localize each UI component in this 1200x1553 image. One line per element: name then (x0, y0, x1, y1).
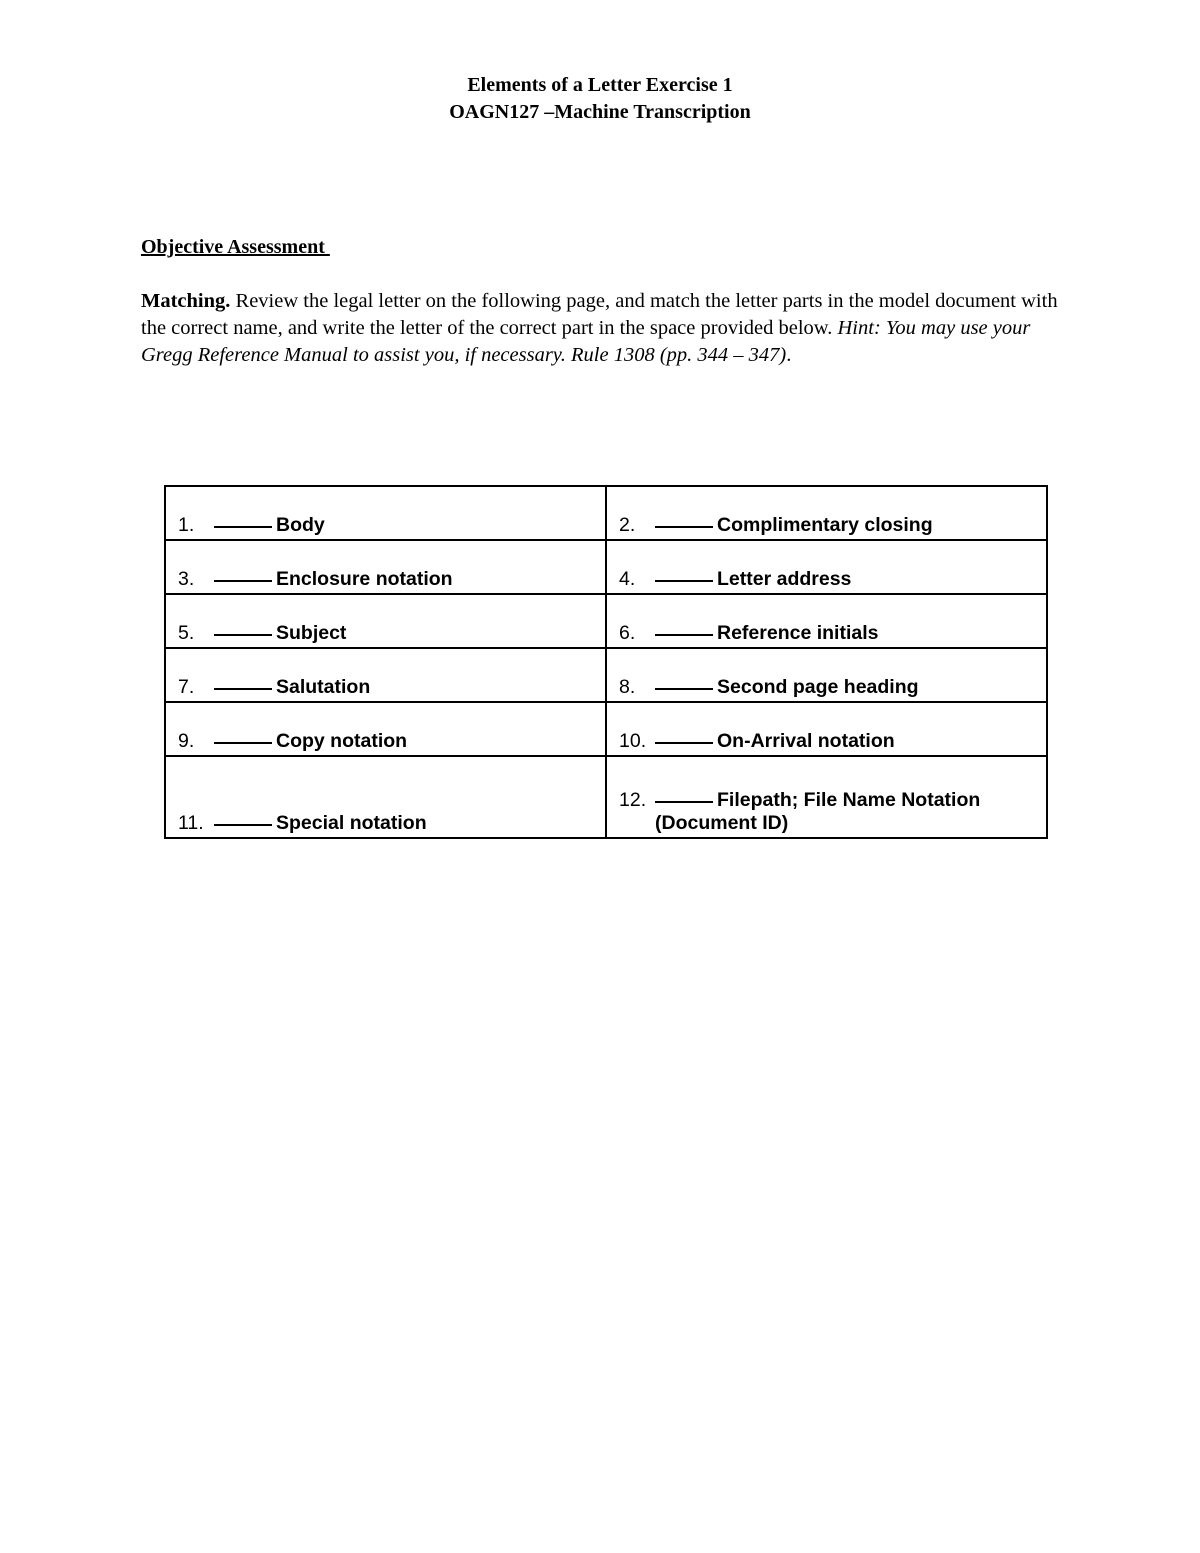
item-label: Complimentary closing (717, 514, 933, 536)
document-subtitle: OAGN127 –Machine Transcription (449, 101, 751, 123)
item-label: Salutation (276, 676, 371, 698)
answer-blank[interactable] (214, 634, 272, 636)
answer-blank[interactable] (214, 688, 272, 690)
matching-item-5 (165, 594, 606, 648)
item-number: 12. (619, 789, 647, 811)
table-row (165, 486, 1047, 540)
item-label-continuation: (Document ID) (655, 812, 789, 834)
item-label: Reference initials (717, 622, 879, 644)
instructions-text: Review the legal letter on the following page, and match the letter parts in the model document with the correct name, and write the letter of the correct part in the space provided below. (141, 290, 1058, 339)
answer-blank[interactable] (214, 742, 272, 744)
matching-item-10 (606, 702, 1047, 756)
matching-item-2 (606, 486, 1047, 540)
matching-item-6 (606, 594, 1047, 648)
instructions-label: Matching. (141, 290, 231, 312)
instructions-paragraph (141, 288, 1061, 369)
item-number: 4. (619, 568, 636, 590)
answer-blank[interactable] (214, 580, 272, 582)
answer-blank[interactable] (214, 824, 272, 826)
matching-item-12 (606, 756, 1047, 838)
item-number: 2. (619, 514, 636, 536)
instructions-hint: Hint: You may use your Gregg Reference Manual to assist you, if necessary. Rule 1308 (pp. 344 – 347) (141, 317, 1031, 366)
item-label: Enclosure notation (276, 568, 453, 590)
table-row (165, 702, 1047, 756)
table-row (165, 594, 1047, 648)
item-label: Subject (276, 622, 347, 644)
item-number: 5. (178, 622, 195, 644)
item-label: Copy notation (276, 730, 408, 752)
matching-item-1 (165, 486, 606, 540)
item-label: On-Arrival notation (717, 730, 895, 752)
answer-blank[interactable] (655, 742, 713, 744)
matching-item-9 (165, 702, 606, 756)
answer-blank[interactable] (655, 580, 713, 582)
item-label: Special notation (276, 812, 427, 834)
matching-item-7 (165, 648, 606, 702)
table-row (165, 756, 1047, 838)
answer-blank[interactable] (655, 526, 713, 528)
matching-item-3 (165, 540, 606, 594)
item-label: Filepath; File Name Notation (717, 789, 981, 811)
document-title: Elements of a Letter Exercise 1 (467, 74, 733, 96)
item-label: Letter address (717, 568, 852, 590)
matching-table (164, 485, 1048, 839)
section-heading: Objective Assessment (141, 236, 330, 258)
item-number: 10. (619, 730, 647, 752)
answer-blank[interactable] (214, 526, 272, 528)
item-number: 1. (178, 514, 195, 536)
item-label: Second page heading (717, 676, 919, 698)
matching-item-8 (606, 648, 1047, 702)
item-number: 11. (178, 812, 204, 834)
table-row (165, 540, 1047, 594)
instructions-end: . (786, 344, 792, 366)
item-number: 7. (178, 676, 195, 698)
answer-blank[interactable] (655, 634, 713, 636)
answer-blank[interactable] (655, 801, 713, 803)
answer-blank[interactable] (655, 688, 713, 690)
matching-item-4 (606, 540, 1047, 594)
table-row (165, 648, 1047, 702)
item-number: 6. (619, 622, 636, 644)
item-label: Body (276, 514, 325, 536)
item-number: 9. (178, 730, 195, 752)
document-header (0, 72, 1200, 126)
item-number: 3. (178, 568, 195, 590)
matching-item-11 (165, 756, 606, 838)
item-number: 8. (619, 676, 636, 698)
